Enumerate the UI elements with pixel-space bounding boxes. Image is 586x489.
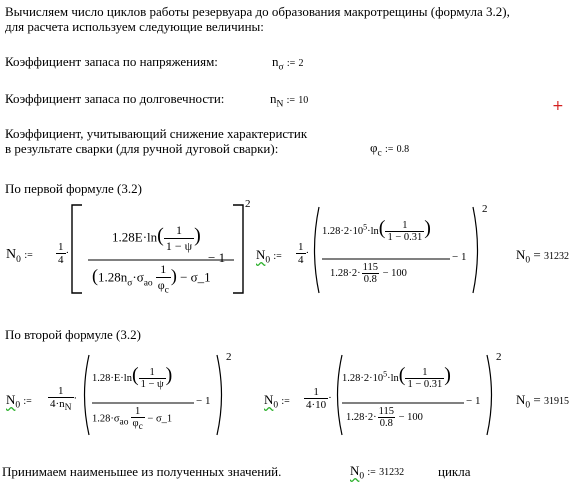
formula1-numeric-lhs[interactable]: $N_0$ := (256, 247, 282, 266)
formula1-result-value: 31232 (543, 251, 569, 262)
intro-line-1: Вычисляем число циклов работы резервуара до образования макротрещины (формула 3.2), (5, 4, 510, 19)
formula2-lhs[interactable]: $N_0$ := (6, 392, 32, 411)
formula2-denominator: $1.28\cdot\sigma_{ao}$ $\frac{1}{\varphi_c}$ − σ_1 (92, 406, 173, 433)
formula1-numerator: 1.28E·ln( $\frac{1}{1 - \psi}$ ) (112, 223, 201, 253)
stress-factor-definition[interactable]: $n_\sigma$ := 2 (272, 54, 304, 73)
durability-factor-definition[interactable]: $n_N$ := 10 (270, 91, 309, 110)
crosshair-cursor-icon: + (552, 98, 564, 114)
conclusion-text: Принимаем наименьшее из полученных значений. (2, 464, 282, 479)
formula2-front-fraction: $\frac{1}{4\cdot n_N}$ · (50, 385, 78, 414)
stress-value: 2 (298, 58, 304, 69)
formula1-numeric-left-paren (310, 207, 320, 293)
conclusion-value: 31232 (379, 467, 405, 478)
formula1-numeric-numerator: $1.28\cdot 2\cdot 10^5\cdot\ln$( $\frac{1}{1 - 0.31}$ ) (322, 217, 431, 244)
conclusion-assignment[interactable]: $N_0$ := 31232 (350, 463, 405, 482)
formula2-numeric-power: 2 (496, 351, 502, 363)
formula1-numeric-denominator: 1.28·2· $\frac{115}{0.8}$ − 100 (330, 262, 407, 285)
formula2-numeric-numerator: $1.28\cdot 2\cdot 10^5\cdot\ln$( $\frac{1}{1 - 0.31}$ ) (342, 364, 451, 391)
durability-value: 10 (298, 95, 309, 106)
formula2-result[interactable]: $N_0 = 31915$ (516, 392, 569, 411)
formula1-left-bracket (70, 205, 84, 295)
formula1-power: 2 (245, 198, 251, 210)
conclusion-unit: цикла (438, 464, 471, 479)
formula2-power: 2 (226, 351, 232, 363)
formula2-numeric-lhs[interactable]: $N_0$ := (264, 392, 290, 411)
weld-value: 0.8 (396, 144, 410, 155)
formula1-right-bracket (233, 205, 247, 295)
formula1-lhs[interactable]: $N_0$ := (6, 247, 33, 265)
formula1-numeric-fraction-bar (322, 258, 450, 260)
durability-factor-label: Коэффициент запаса по долговечности: (5, 91, 225, 106)
formula1-quarter: $\frac{1}{4}$ · (58, 241, 70, 266)
intro-line-2: для расчета используем следующие величины: (5, 19, 264, 34)
formula1-denominator: ($1.28n_\sigma\cdot\sigma_{ao}$ $\frac{1}{\varphi_c}$ ) − σ_1 (92, 262, 211, 296)
formula2-minus-one: − 1 (196, 395, 211, 407)
formula2-fraction-bar (92, 402, 194, 404)
formula2-heading: По второй формуле (3.2) (5, 327, 141, 342)
formula2-numerator: 1.28·E·ln( $\frac{1}{1 - \psi}$ ) (92, 364, 173, 391)
formula1-numeric-power: 2 (482, 203, 488, 215)
formula2-numeric-minus-one: − 1 (466, 395, 481, 407)
formula1-heading: По первой формуле (3.2) (5, 181, 142, 196)
weld-factor-label-2: в результате сварки (для ручной дуговой сварки): (5, 141, 279, 156)
formula2-numeric-fraction-bar (342, 402, 464, 404)
formula2-result-value: 31915 (543, 396, 569, 407)
formula1-numeric-quarter: $\frac{1}{4}$ · (298, 241, 310, 266)
formula1-minus-one: − 1 (208, 250, 226, 265)
weld-factor-definition[interactable]: $\varphi_c$ := 0.8 (370, 140, 410, 159)
formula2-left-paren (80, 355, 90, 435)
formula1-result[interactable]: $N_0 = 31232$ (516, 247, 569, 266)
formula2-right-paren (216, 355, 226, 435)
formula2-numeric-front-fraction: $\frac{1}{4\cdot 10}$ · (306, 386, 332, 411)
stress-var: n (272, 54, 279, 69)
formula1-numeric-right-paren (472, 207, 482, 293)
formula2-numeric-denominator: 1.28·2· $\frac{115}{0.8}$ − 100 (346, 406, 423, 429)
formula1-numeric-minus-one: − 1 (452, 251, 467, 263)
stress-factor-label: Коэффициент запаса по напряжениям: (5, 54, 218, 69)
formula2-numeric-right-paren (486, 355, 496, 435)
weld-factor-label-1: Коэффициент, учитывающий снижение характеристик (5, 126, 308, 141)
